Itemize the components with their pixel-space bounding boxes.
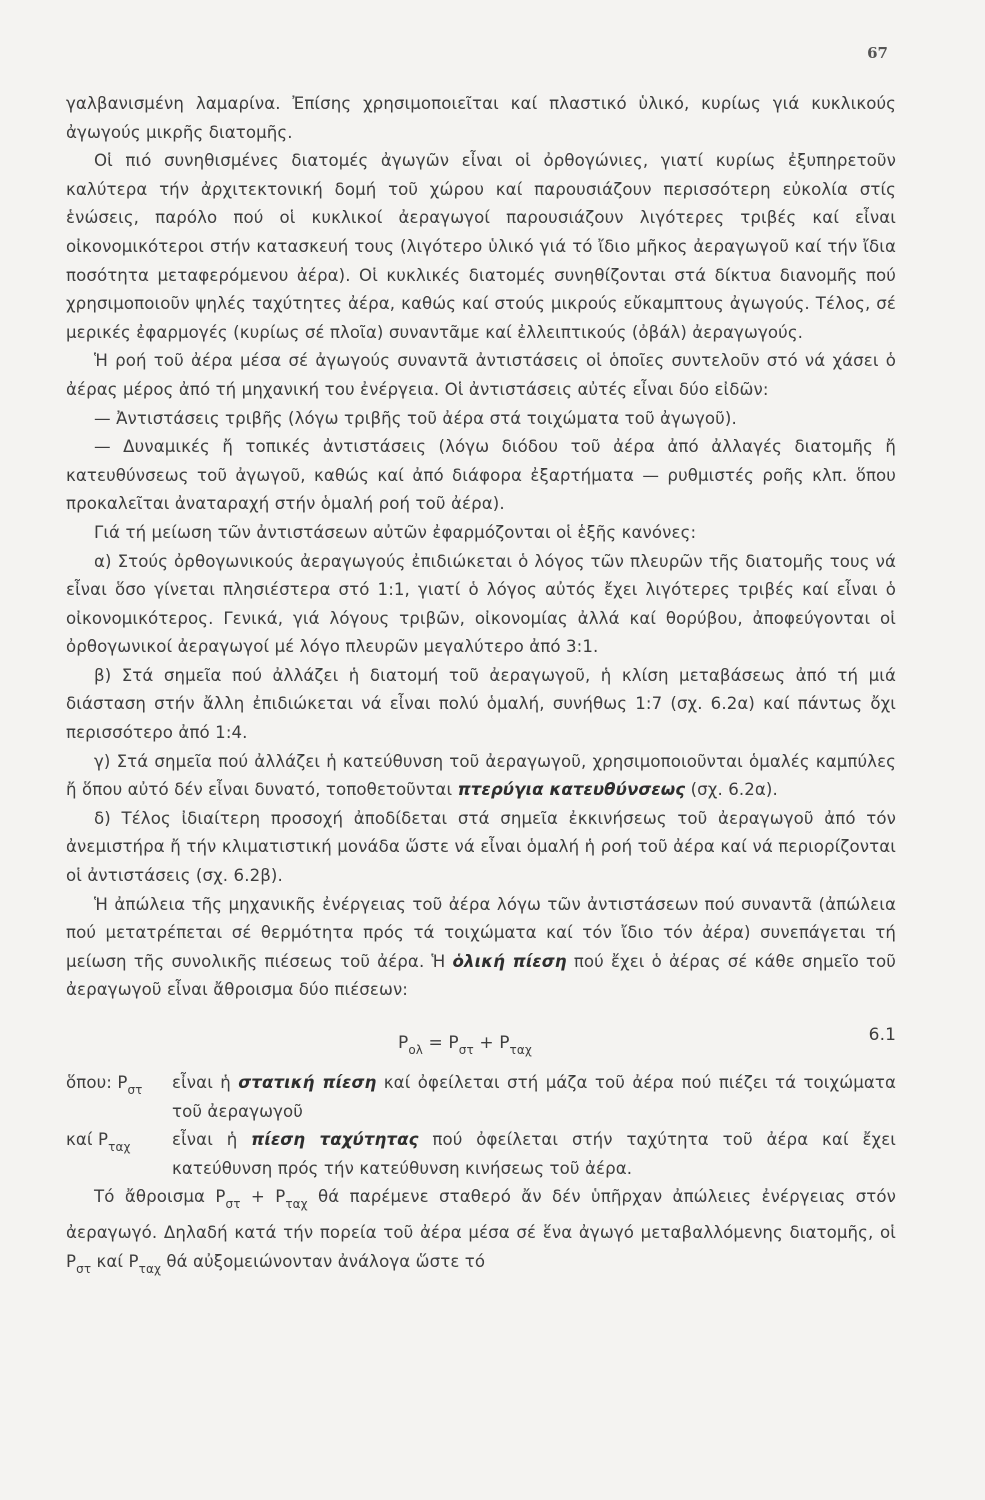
- equals-sign: =: [428, 1033, 443, 1053]
- definition-velocity-pressure: [66, 1126, 896, 1183]
- subscript: στ: [225, 1197, 241, 1212]
- symbol-p: P: [499, 1033, 510, 1053]
- definition-static-pressure: [66, 1069, 896, 1126]
- rule-c-ref: (σχ. 6.2α).: [690, 780, 778, 800]
- term-velocity-pressure: πίεση ταχύτητας: [251, 1130, 419, 1150]
- symbol-p: P: [448, 1033, 459, 1053]
- paragraph-total-pressure: [66, 891, 896, 1005]
- rule-c: [66, 748, 896, 805]
- final-text: θά αὐξομειώνονταν ἀνάλογα ὥστε τό: [166, 1251, 486, 1271]
- def-pre: εἶναι ἡ: [172, 1130, 238, 1150]
- subscript: ταχ: [138, 1261, 162, 1276]
- subscript: στ: [76, 1261, 92, 1276]
- label-text: καί P: [66, 1130, 109, 1150]
- term-total-pressure: ὁλική πίεση: [452, 951, 567, 971]
- paragraph: γαλβανισμένη λαμαρίνα. Ἐπίσης χρησιμοποιεῖται καί πλαστικό ὑλικό, κυρίως γιά κυκλικούς ἀγωγούς μικρῆς διατομῆς.: [66, 94, 896, 142]
- paragraph: Γιά τή μείωση τῶν ἀντιστάσεων αὐτῶν ἐφαρμόζονται οἱ ἑξῆς κανόνες:: [94, 522, 697, 542]
- total-pressure-text: Ἡ ἀπώλεια τῆς μηχανικῆς ἐνέργειας τοῦ ἀέρα λόγω τῶν ἀντιστάσεων πού συναντᾶ (ἀπώλεια πού μετατρέπεται σέ θερμότητα πρός τά τοιχώματα καί τόν ἴδιο τόν ἀέρα) συνεπάγεται τή μείωση τῆς συνολικῆς πιέσεως τοῦ ἀέρα. Ἡ: [66, 894, 896, 971]
- equation-6-1: [66, 1011, 896, 1069]
- rule-c-text: γ) Στά σημεῖα πού ἀλλάζει ἡ κατεύθυνση τοῦ ἀεραγωγοῦ, χρησιμοποιοῦνται ὁμαλές καμπύλες ἤ ὅπου αὐτό δέν εἶναι δυνατό, τοποθετοῦνται: [66, 751, 896, 800]
- final-text: + P: [250, 1187, 286, 1207]
- paragraph: Ἡ ροή τοῦ ἀέρα μέσα σέ ἀγωγούς συναντᾶ ἀντιστάσεις οἱ ὁποῖες συντελοῦν στό νά χάσει ὁ ἀέρας μέρος ἀπό τή μηχανική του ἐνέργεια. Οἱ ἀντιστάσεις αὐτές εἶναι δύο εἰδῶν:: [66, 351, 896, 399]
- rule-b: β) Στά σημεῖα πού ἀλλάζει ἡ διατομή τοῦ ἀεραγωγοῦ, ἡ κλίση μεταβάσεως ἀπό τή μιά διάσταση στήν ἄλλη ἐπιδιώκεται νά εἶναι πολύ ὁμαλή, συνήθως 1:7 (σχ. 6.2α) καί πάντως ὄχι περισσότερο ἀπό 1:4.: [66, 665, 896, 743]
- page-number: 67: [867, 44, 888, 62]
- total-pressure-text-end: πού ἔχει ὁ ἀέρας σέ κάθε σημεῖο τοῦ ἀεραγωγοῦ εἶναι ἄθροισμα δύο πιέσεων:: [66, 951, 896, 1000]
- term-static-pressure: στατική πίεση: [238, 1073, 377, 1092]
- rule-a: α) Στούς ὀρθογωνικούς ἀεραγωγούς ἐπιδιώκεται ὁ λόγος τῶν πλευρῶν τῆς διατομῆς τους νά εἶναι ὅσο γίνεται πλησιέστερα στό 1:1, γιατί ὁ λόγος αὐτός ἔχει λιγότερες τριβές καί εἶναι ὁ οἰκονομικότερος. Γενικά, γιά λόγους τριβῶν, οἰκονομίας ἀλλά καί θορύβου, ἀποφεύγονται οἱ ὀρθογωνικοί ἀεραγωγοί μέ λόγο πλευρῶν μεγαλύτερο ἀπό 3:1.: [66, 551, 896, 657]
- label-text: ὅπου: P: [66, 1073, 128, 1092]
- definition-body: [66, 1126, 896, 1183]
- list-item: — Ἀντιστάσεις τριβῆς (λόγω τριβῆς τοῦ ἀέρα στά τοιχώματα τοῦ ἀγωγοῦ).: [94, 408, 737, 428]
- equation-number: 6.1: [868, 1025, 896, 1045]
- rule-d: δ) Τέλος ἰδιαίτερη προσοχή ἀποδίδεται στά σημεῖα ἐκκινήσεως τοῦ ἀεραγωγοῦ ἀπό τόν ἀνεμιστήρα ἤ τήν κλιματιστική μονάδα ὥστε νά εἶναι ὁμαλή ἡ ροή τοῦ ἀέρα καί νά περιορίζονται οἱ ἀντιστάσεις (σχ. 6.2β).: [66, 808, 896, 886]
- definition-label: [66, 1069, 143, 1105]
- plus-sign: +: [479, 1033, 494, 1053]
- label-subscript: ταχ: [108, 1140, 131, 1155]
- def-post: πού ὀφείλεται στήν ταχύτητα τοῦ ἀέρα καί ἔχει κατεύθυνση πρός τήν κατεύθυνση κινήσεως τοῦ ἀέρα.: [172, 1130, 897, 1178]
- final-text: Τό ἄθροισμα P: [94, 1187, 226, 1207]
- def-pre: εἶναι ἡ: [172, 1073, 231, 1092]
- symbol-p: P: [398, 1033, 409, 1053]
- list-item: — Δυναμικές ἤ τοπικές ἀντιστάσεις (λόγω διόδου τοῦ ἀέρα ἀπό ἀλλαγές διατομῆς ἤ κατευθύνσεως τοῦ ἀγωγοῦ, καθώς καί ἀπό διάφορα ἐξαρτήματα — ρυθμιστές ροῆς κλπ. ὅπου προκαλεῖται ἀναταραχή στήν ὁμαλή ροή τοῦ ἀέρα).: [66, 437, 896, 514]
- def-post: καί ὀφείλεται στή μάζα τοῦ ἀέρα πού πιέζει τά τοιχώματα τοῦ ἀεραγωγοῦ: [172, 1073, 897, 1121]
- subscript-ol: ολ: [408, 1043, 424, 1057]
- subscript: ταχ: [285, 1197, 308, 1212]
- label-subscript: στ: [127, 1083, 143, 1097]
- final-paragraph: [66, 1183, 896, 1283]
- body-text: [66, 90, 896, 1283]
- subscript-st: στ: [458, 1043, 474, 1057]
- definition-body: [66, 1069, 896, 1126]
- term-vanes: πτερύγια κατευθύνσεως: [457, 780, 686, 800]
- paragraph: Οἱ πιό συνηθισμένες διατομές ἀγωγῶν εἶναι οἱ ὀρθογώνιες, γιατί κυρίως ἐξυπηρετοῦν καλύτερα τήν ἀρχιτεκτονική δομή τοῦ χώρου καί παρουσιάζουν περισσότερη εὐκολία στίς ἑνώσεις, παρόλο πού οἱ κυκλικοί ἀεραγωγοί παρουσιάζουν λιγότερες τριβές καί εἶναι οἰκονομικότεροι στήν κατασκευή τους (λιγότερο ὑλικό γιά τό ἴδιο μῆκος ἀεραγωγοῦ καί τήν ἴδια ποσότητα μεταφερόμενου ἀέρα). Οἱ κυκλικές διατομές συνηθίζονται στά δίκτυα διανομῆς πού χρησιμοποιοῦν ψηλές ταχύτητες ἀέρα, καθώς καί στούς μικρούς εὔκαμπτους ἀγωγούς. Τέλος, σέ μερικές ἐφαρμογές (κυρίως σέ πλοῖα) συναντᾶμε καί ἐλλειπτικούς (ὀβάλ) ἀεραγωγούς.: [66, 151, 896, 342]
- final-text: καί P: [96, 1251, 139, 1271]
- subscript-tax: ταχ: [509, 1043, 532, 1057]
- equation-body: [398, 1029, 532, 1065]
- final-text: θά παρέμενε σταθερό ἄν δέν ὑπῆρχαν ἀπώλειες ἐνέργειας στόν ἀεραγωγό. Δηλαδή κατά τήν πορεία τοῦ ἀέρα μέσα σέ ἕνα ἀγωγό μεταβαλλόμενης διατομῆς, οἱ P: [66, 1187, 896, 1271]
- definition-label: [66, 1126, 131, 1162]
